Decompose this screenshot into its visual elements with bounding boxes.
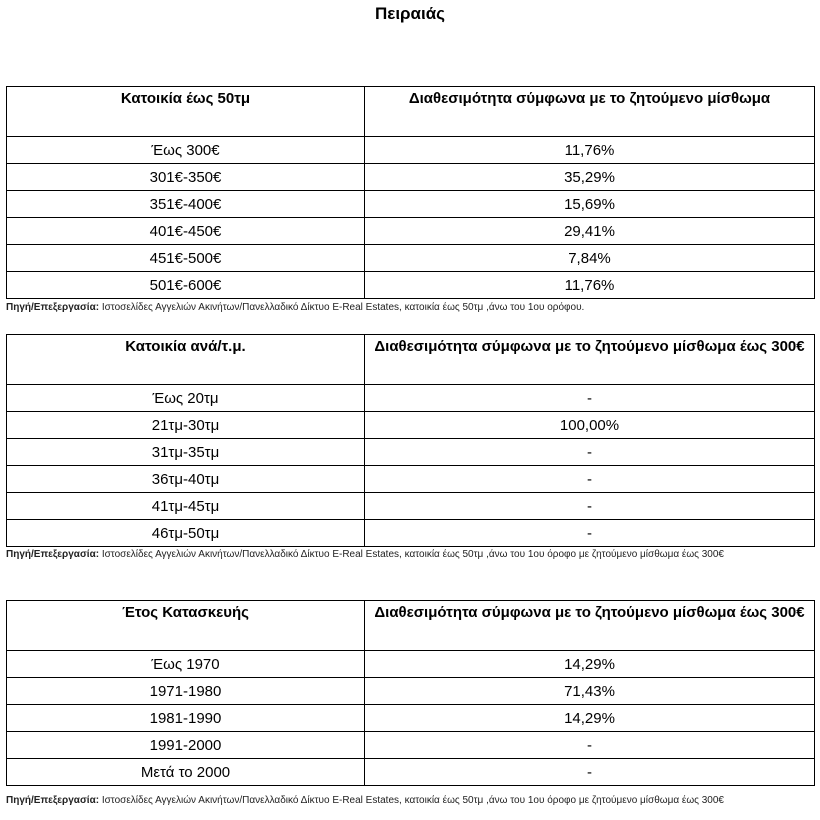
source-label: Πηγή/Επεξεργασία:	[6, 795, 100, 806]
value-cell: 14,29%	[365, 651, 815, 678]
source-text: Ιστοσελίδες Αγγελιών Ακινήτων/Πανελλαδικό Δίκτυο E-Real Estates, κατοικία έως 50τμ ,άνω του 1ου όροφο με ζητούμενο μίσθωμα έως 300€	[101, 549, 724, 560]
value-cell: -	[365, 759, 815, 786]
category-cell: 41τμ-45τμ	[7, 493, 365, 520]
table-header-row	[7, 601, 815, 651]
construction-year-table	[6, 600, 815, 786]
table-row	[7, 493, 815, 520]
category-cell: 351€-400€	[7, 191, 365, 218]
table-row	[7, 245, 815, 272]
column-header: Έτος Κατασκευής	[7, 601, 365, 651]
value-cell: 100,00%	[365, 412, 815, 439]
value-cell: -	[365, 385, 815, 412]
source-text: Ιστοσελίδες Αγγελιών Ακινήτων/Πανελλαδικό Δίκτυο E-Real Estates, κατοικία έως 50τμ ,άνω του 1ου όροφο με ζητούμενο μίσθωμα έως 300€	[101, 795, 724, 806]
table-header-row	[7, 335, 815, 385]
value-cell: -	[365, 439, 815, 466]
table-row	[7, 272, 815, 299]
source-label: Πηγή/Επεξεργασία:	[6, 302, 100, 313]
value-cell: 71,43%	[365, 678, 815, 705]
category-cell: 401€-450€	[7, 218, 365, 245]
category-cell: 1971-1980	[7, 678, 365, 705]
table-header-row	[7, 87, 815, 137]
table-row	[7, 651, 815, 678]
value-cell: 7,84%	[365, 245, 815, 272]
value-cell: -	[365, 493, 815, 520]
source-text: Ιστοσελίδες Αγγελιών Ακινήτων/Πανελλαδικό Δίκτυο E-Real Estates, κατοικία έως 50τμ ,άνω του 1ου ορόφου.	[101, 302, 585, 313]
page-title: Πειραιάς	[374, 4, 446, 23]
value-cell: 11,76%	[365, 137, 815, 164]
category-cell: 301€-350€	[7, 164, 365, 191]
table-row	[7, 466, 815, 493]
value-cell: -	[365, 520, 815, 547]
column-header: Διαθεσιμότητα σύμφωνα με το ζητούμενο μίσθωμα έως 300€	[365, 335, 815, 385]
column-header: Κατοικία ανά/τ.μ.	[7, 335, 365, 385]
category-cell: Έως 1970	[7, 651, 365, 678]
category-cell: 1991-2000	[7, 732, 365, 759]
table-row	[7, 164, 815, 191]
table-row	[7, 759, 815, 786]
category-cell: 21τμ-30τμ	[7, 412, 365, 439]
table-row	[7, 520, 815, 547]
category-cell: 36τμ-40τμ	[7, 466, 365, 493]
source-note	[6, 794, 814, 808]
category-cell: Έως 300€	[7, 137, 365, 164]
category-cell: 451€-500€	[7, 245, 365, 272]
source-note	[6, 301, 814, 315]
table-row	[7, 218, 815, 245]
value-cell: 35,29%	[365, 164, 815, 191]
column-header: Κατοικία έως 50τμ	[7, 87, 365, 137]
category-cell: Μετά το 2000	[7, 759, 365, 786]
value-cell: 15,69%	[365, 191, 815, 218]
table-row	[7, 191, 815, 218]
table-row	[7, 732, 815, 759]
source-label: Πηγή/Επεξεργασία:	[6, 549, 100, 560]
column-header: Διαθεσιμότητα σύμφωνα με το ζητούμενο μίσθωμα έως 300€	[365, 601, 815, 651]
rent-range-table	[6, 86, 815, 299]
value-cell: -	[365, 466, 815, 493]
table-row	[7, 678, 815, 705]
source-note	[6, 548, 814, 562]
value-cell: 14,29%	[365, 705, 815, 732]
column-header: Διαθεσιμότητα σύμφωνα με το ζητούμενο μίσθωμα	[365, 87, 815, 137]
value-cell: 11,76%	[365, 272, 815, 299]
value-cell: -	[365, 732, 815, 759]
category-cell: Έως 20τμ	[7, 385, 365, 412]
table-row	[7, 137, 815, 164]
table-row	[7, 412, 815, 439]
table-row	[7, 705, 815, 732]
category-cell: 1981-1990	[7, 705, 365, 732]
size-table	[6, 334, 815, 547]
value-cell: 29,41%	[365, 218, 815, 245]
category-cell: 31τμ-35τμ	[7, 439, 365, 466]
category-cell: 501€-600€	[7, 272, 365, 299]
table-row	[7, 385, 815, 412]
category-cell: 46τμ-50τμ	[7, 520, 365, 547]
table-row	[7, 439, 815, 466]
